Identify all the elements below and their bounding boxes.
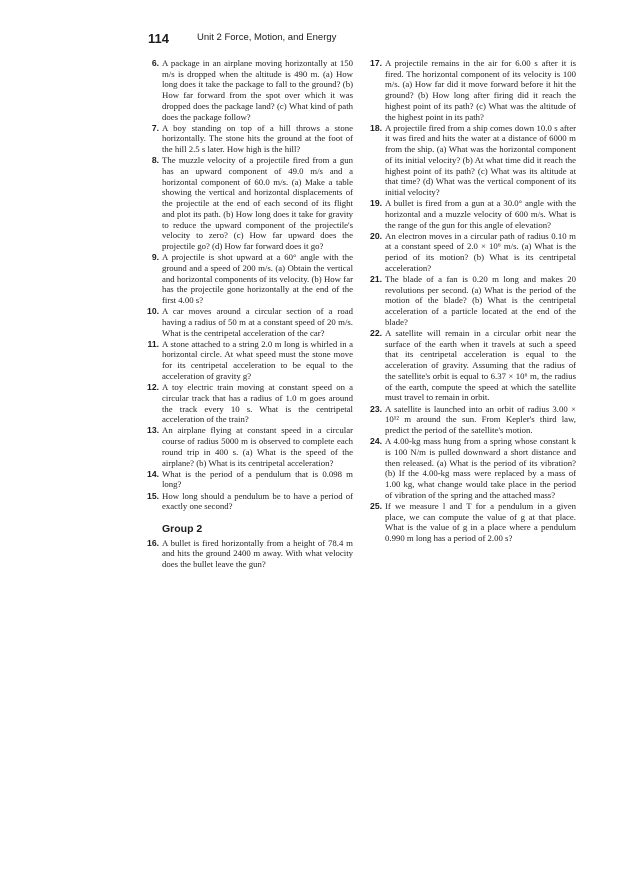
problem-text: The muzzle velocity of a projectile fired from a gun has an upward component of 49.0 m/s and a horizontal component of 60.0 m/s. (a) Make a table showing the vertical and horizontal displacements of the projectile at the end of each second of its flight and plot its path. (b) How long does it take for gravity to reduce the upward component of the projectile's velocity to zero? (c) How far upward does the projectile go? (d) How far forward does it go? [162, 155, 353, 251]
problem-number: 21. [370, 274, 382, 285]
problem-text: A stone attached to a string 2.0 m long is whirled in a horizontal circle. At what speed must the stone move for its centripetal acceleration to be equal to the acceleration of gravity g? [162, 338, 353, 381]
page-number: 114 [148, 31, 169, 46]
problem-item [140, 382, 353, 425]
problem-item [140, 339, 353, 382]
problem-text: A package in an airplane moving horizontally at 150 m/s is dropped when the altitude is 490 m. (a) How long does it take the package to fall to the ground? (b) How far forward from the spot over which it was dropped does the package land? (c) What kind of path does the package follow? [162, 58, 353, 122]
problem-number: 19. [370, 198, 382, 209]
problem-text: A toy electric train moving at constant speed on a circular track that has a radius of 1.0 m goes around the track every 10 s. What is the centripetal acceleration of the train? [162, 382, 353, 425]
problem-text: An airplane flying at constant speed in a circular course of radius 5000 m is observed to complete each round trip in 400 s. (a) What is the speed of the airplane? (b) What is its centripetal acceleration? [162, 425, 353, 468]
problem-text: A boy standing on top of a hill throws a stone horizontally. The stone hits the ground at the foot of the hill 2.5 s later. How high is the hill? [162, 122, 353, 155]
running-title: Unit 2 Force, Motion, and Energy [197, 32, 337, 43]
problem-number: 22. [370, 328, 382, 339]
problem-number: 9. [151, 252, 159, 263]
left-problem-list [140, 58, 353, 512]
problem-number: 24. [370, 436, 382, 447]
problem-number: 23. [370, 403, 382, 414]
problem-text: An electron moves in a circular path of radius 0.10 m at a constant speed of 2.0 × 10⁶ m/s. (a) What is the period of its motion? (b) What is its centripetal acceleration? [385, 230, 576, 273]
problem-text: A satellite will remain in a circular orbit near the surface of the earth when it travels at such a speed that its centripetal acceleration is equal to the acceleration of gravity. Assuming that the radius of the satellite's orbit is equal to 6.37 × 10⁶ m, the radius of the earth, compute the speed at which the satellite must travel to remain in orbit. [385, 328, 576, 403]
problem-text: A satellite is launched into an orbit of radius 3.00 × 10¹² m around the sun. From Kepler's third law, predict the period of the satellite's motion. [385, 403, 576, 435]
problem-item [363, 123, 576, 198]
problem-item [140, 123, 353, 155]
problem-item [363, 274, 576, 328]
group-2-problem-list [140, 538, 353, 570]
problem-item [140, 155, 353, 251]
problem-item [140, 58, 353, 122]
left-column [140, 58, 353, 570]
problem-text: The blade of a fan is 0.20 m long and makes 20 revolutions per second. (a) What is the period of the motion of the blade? (b) What is the centripetal acceleration of a particle located at the end of the blade? [385, 274, 576, 327]
problem-text: A projectile remains in the air for 6.00 s after it is fired. The horizontal component of its velocity is 100 m/s. (a) How far did it move forward before it hit the ground? (b) How long after firing did it reach the highest point of its path? (c) What was the altitude of the highest point in its path? [385, 58, 576, 122]
problem-number: 10. [147, 306, 159, 317]
problem-number: 25. [370, 500, 382, 511]
problem-number: 17. [370, 58, 382, 68]
problem-text: What is the period of a pendulum that is 0.098 m long? [162, 468, 353, 490]
problem-number: 8. [151, 155, 159, 166]
problem-number: 14. [147, 468, 159, 479]
problem-item [363, 404, 576, 436]
problem-number: 16. [147, 537, 159, 548]
problem-text: If we measure l and T for a pendulum in a given place, we can compute the value of g at that place. What is the value of g in a place where a pendulum 0.990 m long has a period of 2.00 s? [385, 500, 576, 543]
problem-text: A bullet is fired from a gun at a 30.0° angle with the horizontal and a muzzle velocity of 600 m/s. What is the range of the gun for this angle of elevation? [385, 198, 576, 230]
problem-item [140, 252, 353, 306]
problem-item [363, 501, 576, 544]
problem-text: A 4.00-kg mass hung from a spring whose constant k is 100 N/m is pulled downward a short distance and then released. (a) What is the period of its vibration? (b) If the 4.00-kg mass were replaced by a mass of 1.00 kg, what change would take place in the period of vibration of the spring and the attached mass? [385, 436, 576, 500]
problem-text: How long should a pendulum be to have a period of exactly one second? [162, 490, 353, 512]
problem-item [140, 306, 353, 338]
problem-item [363, 231, 576, 274]
problem-number: 7. [151, 122, 159, 133]
right-problem-list [363, 58, 576, 544]
problem-number: 12. [147, 382, 159, 393]
problem-text: A projectile is shot upward at a 60° angle with the ground and a speed of 200 m/s. (a) Obtain the vertical and horizontal components of its velocity. (b) How far has the projectile gone horizontally at the end of the first 4.00 s? [162, 252, 353, 305]
problem-number: 18. [370, 122, 382, 133]
right-column [363, 58, 576, 544]
problem-number: 20. [370, 230, 382, 241]
group-2-heading: Group 2 [162, 523, 203, 536]
problem-text: A bullet is fired horizontally from a height of 78.4 m and hits the ground 2400 m away. With what velocity does the bullet leave the gun? [162, 537, 353, 570]
problem-item [363, 436, 576, 500]
problem-number: 6. [151, 58, 159, 68]
problem-item [140, 538, 353, 570]
problem-text: A car moves around a circular section of a road having a radius of 50 m at a constant speed of 20 m/s. What is the centripetal acceleration of the car? [162, 306, 353, 338]
problem-number: 11. [147, 338, 159, 349]
problem-item [363, 198, 576, 230]
problem-item [363, 58, 576, 122]
problem-item [140, 425, 353, 468]
problem-item [140, 491, 353, 512]
problem-text: A projectile fired from a ship comes down 10.0 s after it was fired and hits the water at a distance of 6000 m from the ship. (a) What was the horizontal component of its initial velocity? (b) At what time did it reach the highest point of its path? (c) What was its altitude at that time? (d) What was the vertical component of its initial velocity? [385, 122, 576, 197]
problem-item [363, 328, 576, 403]
problem-number: 15. [147, 490, 159, 501]
problem-item [140, 469, 353, 490]
problem-number: 13. [147, 425, 159, 436]
